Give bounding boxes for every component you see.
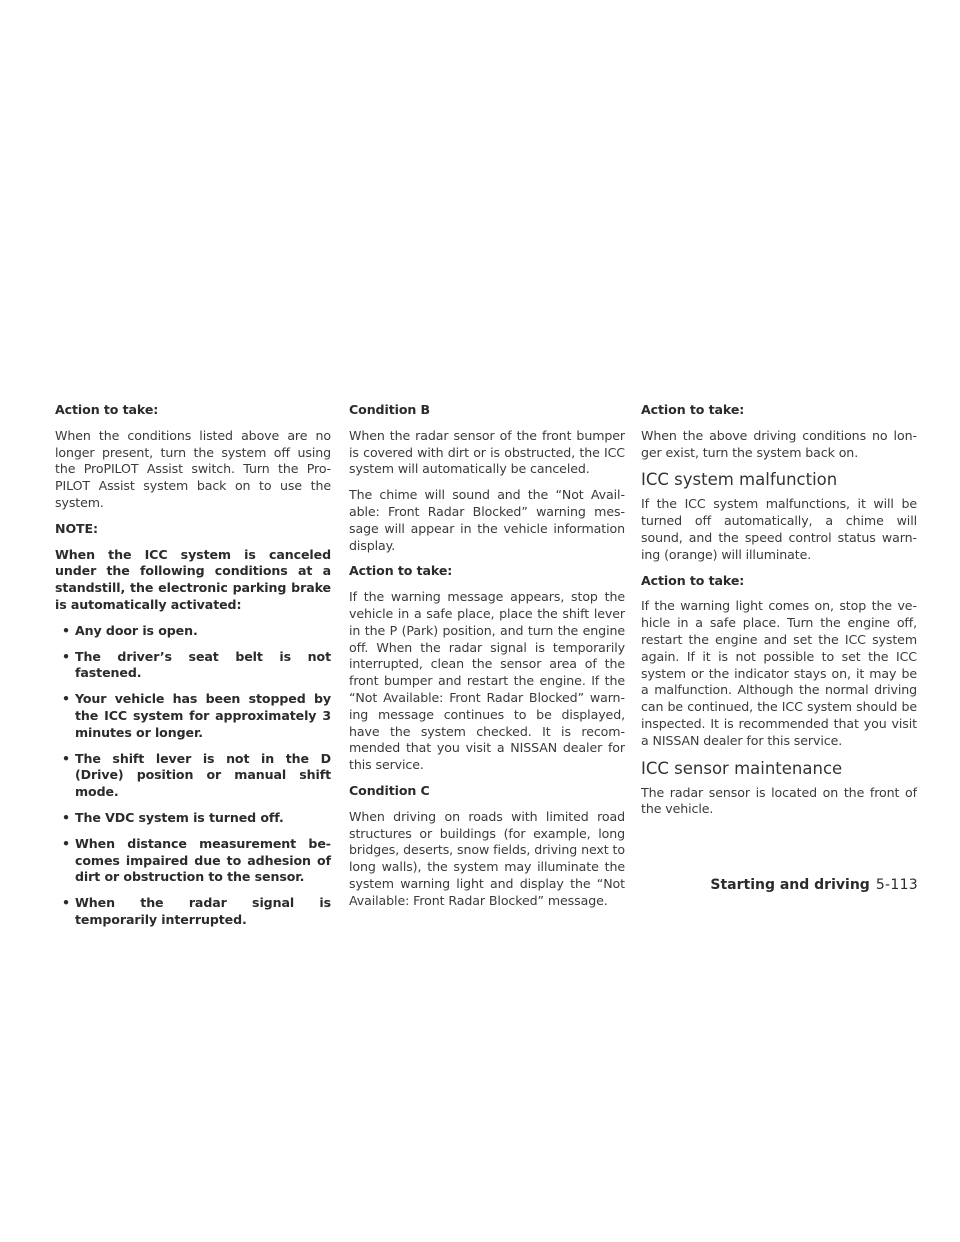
bullet-icon: • xyxy=(62,691,70,707)
standstill-conditions-list xyxy=(55,623,331,929)
bullet-icon: • xyxy=(62,648,70,664)
page-number: 5-113 xyxy=(875,877,918,893)
list-item xyxy=(55,836,331,886)
list-item-text: The shift lever is not in the D (Drive) position or manual shift mode. xyxy=(75,750,331,800)
action-text: If the warning message appears, stop the vehicle in a safe place, place the shift lever in the P (Park) position, and turn the engine off. When the radar signal is temporarily interrupted, clean the sensor area of the front bumper and restart the engine. If the “Not Available: Front Radar Blocked” warning message continues to be displayed, have the system checked. It is recommended that you visit a NISSAN dealer for this service. xyxy=(349,589,625,773)
condition-b-text-2: The chime will sound and the “Not Available: Front Radar Blocked” warning message will appear in the vehicle information display. xyxy=(349,487,625,553)
column-3 xyxy=(641,402,917,827)
note-text: When the ICC system is canceled under the following conditions at a standstill, the electronic parking brake is automatically activated: xyxy=(55,546,331,612)
list-item-text: When distance measurement becomes impaired due to adhesion of dirt or obstruction to the sensor. xyxy=(75,835,331,885)
bullet-icon: • xyxy=(62,622,70,638)
action-heading: Action to take: xyxy=(55,402,159,417)
column-2 xyxy=(349,402,625,919)
note-heading: NOTE: xyxy=(55,520,98,536)
bullet-icon: • xyxy=(62,835,70,851)
action-heading-2: Action to take: xyxy=(641,572,745,588)
maintenance-heading: ICC sensor maintenance xyxy=(641,758,843,778)
list-item-text: The VDC system is turned off. xyxy=(75,809,284,825)
list-item xyxy=(55,751,331,801)
column-1 xyxy=(55,402,331,938)
list-item xyxy=(55,623,331,640)
condition-c-text: When driving on roads with limited road structures or buildings (for example, long bridges, deserts, snow fields, driving next to long walls), the system may illuminate the system warning light and display the “Not Available: Front Radar Blocked” message. xyxy=(349,808,625,908)
list-item-text: The driver’s seat belt is not fastened. xyxy=(75,648,331,681)
action-heading: Action to take: xyxy=(349,563,453,579)
list-item-text: When the radar signal is temporarily interrupted. xyxy=(75,895,331,927)
list-item xyxy=(55,649,331,683)
list-item xyxy=(55,810,331,827)
list-item-text: Your vehicle has been stopped by the ICC system for approximately 3 minutes or longer. xyxy=(75,691,331,740)
section-title: Starting and driving xyxy=(710,877,870,893)
condition-b-text-1: When the radar sensor of the front bumper is covered with dirt or is obstructed, the ICC system will automatically be canceled. xyxy=(349,427,625,477)
malfunction-text: If the ICC system malfunctions, it will be turned off automatically, a chime will sound, and the speed control status warning (orange) will illuminate. xyxy=(641,496,917,562)
bullet-icon: • xyxy=(62,750,70,766)
condition-b-heading: Condition B xyxy=(349,402,431,417)
list-item-text: Any door is open. xyxy=(75,622,198,638)
action-heading: Action to take: xyxy=(641,402,745,417)
bullet-icon: • xyxy=(62,809,70,825)
list-item xyxy=(55,691,331,741)
condition-c-heading: Condition C xyxy=(349,782,430,798)
page-footer xyxy=(710,877,918,893)
maintenance-text: The radar sensor is located on the front of the vehicle. xyxy=(641,784,917,817)
action-text: When the conditions listed above are no longer present, turn the system off using the ProPILOT Assist switch. Turn the ProPILOT Assist system back on to use the system. xyxy=(55,427,331,510)
bullet-icon: • xyxy=(62,895,70,911)
action-text-2: If the warning light comes on, stop the vehicle in a safe place. Turn the engine off, restart the engine and set the ICC system again. If it is not possible to set the ICC system or the indicator stays on, it may be a malfunction. Although the normal driving can be continued, the ICC system should be inspected. It is recommended that you visit a NISSAN dealer for this service. xyxy=(641,598,917,748)
action-text: When the above driving conditions no longer exist, turn the system back on. xyxy=(641,427,917,460)
list-item xyxy=(55,895,331,929)
malfunction-heading: ICC system malfunction xyxy=(641,470,838,490)
